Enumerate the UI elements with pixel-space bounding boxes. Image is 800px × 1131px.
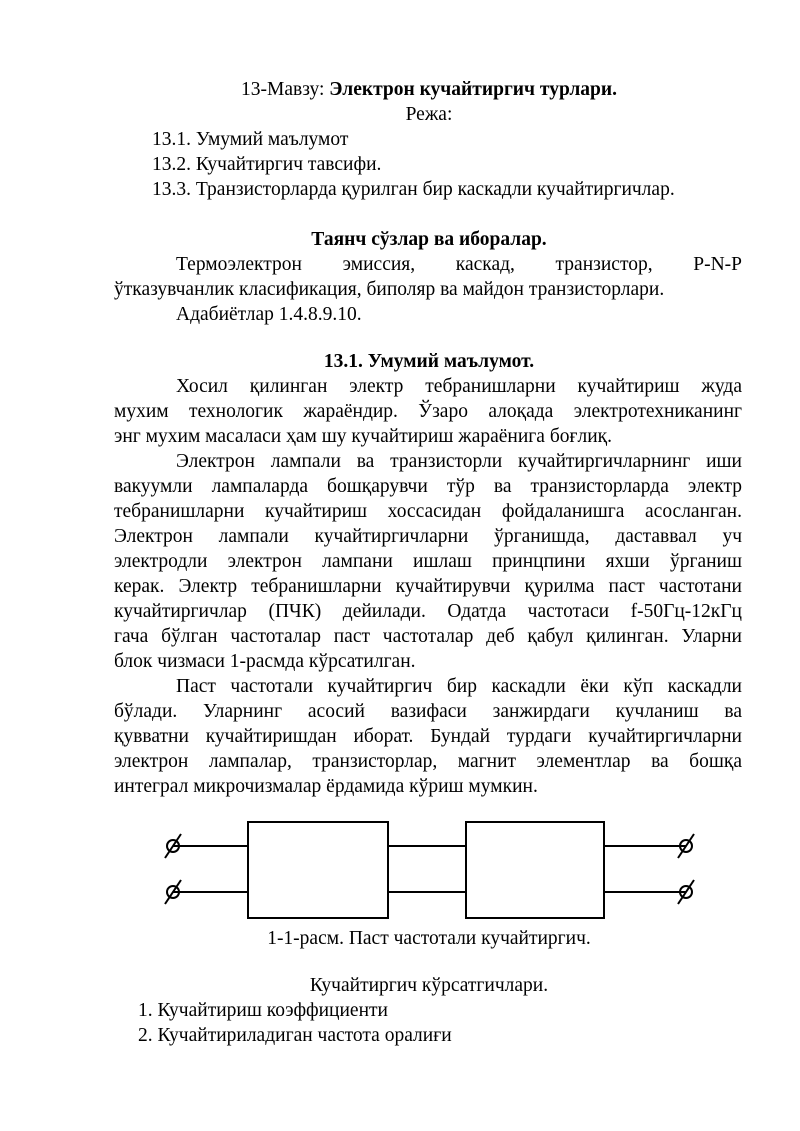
output-terminal-top [678,834,694,858]
amplifier-block-2 [466,822,604,918]
paragraph-line: кучайтиргичлар (ПЧК) дейилади. Одатда частотаси f-50Гц-12кГц [114,601,742,622]
paragraph-line: тебранишларни кучайтириш хоссасидан фойдаланишга асосланган. [114,501,742,522]
paragraph-line: қувватни кучайтиришдан иборат. Бундай турдаги кучайтиргичларни [114,726,742,747]
input-terminal-top [165,834,181,858]
paragraph-line: Электрон лампали ва транзисторли кучайтиргичларнинг иши [176,451,742,472]
amplifier-block-1 [248,822,388,918]
topic-title-prefix: 13-Мавзу: [241,79,330,100]
output-terminal-bottom [678,880,694,904]
topic-title-main: Электрон кучайтиргич турлари. [329,79,617,100]
list-item [138,1024,452,1048]
plan-item: 13.1. Умумий маълумот [152,129,349,150]
figure-caption: 1-1-расм. Паст частотали кучайтиргич. [267,928,591,949]
list-item-text: Кучайтириладиган частота оралиғи [157,1025,452,1046]
section-heading: 13.1. Умумий маълумот. [323,351,535,372]
paragraph-line: энг мухим масаласи ҳам шу кучайтириш жараёнига боғлиқ. [114,426,613,447]
paragraph-line: бўлади. Уларнинг асосий вазифаси занжирдаги кучланиш ва [114,701,742,722]
paragraph-line: Хосил қилинган электр тебранишларни кучайтириш жуда [176,376,742,397]
paragraph-line: интеграл микрочизмалар ёрдамида кўриш мумкин. [114,776,538,797]
keywords-heading: Таянч сўзлар ва иборалар. [311,229,547,250]
plan-item: 13.2. Кучайтиргич тавсифи. [152,154,382,175]
list-item-number: 1. [138,1000,153,1021]
plan-heading: Режа: [405,104,453,125]
list-item [138,999,388,1023]
paragraph-line: блок чизмаси 1-расмда кўрсатилган. [114,651,416,672]
paragraph-line: электродли электрон лампани ишлаш принцпини яхши ўрганиш [114,551,742,572]
paragraph-line: Электрон лампали кучайтиргичларни ўрганишда, даставвал уч [114,526,742,547]
plan-item: 13.3. Транзисторларда қурилган бир каскадли кучайтиргичлар. [152,179,675,200]
keywords-line: Термоэлектрон эмиссия, каскад, транзистор, P-N-P [176,254,742,275]
paragraph-line: вакуумли лампаларда бошқарувчи тўр ва транзисторларда электр [114,476,742,497]
keywords-line: ўтказувчанлик класификация, биполяр ва майдон транзисторлари. [114,279,665,300]
paragraph-line: мухим технологик жараёндир. Ўзаро алоқада электротехниканинг [114,401,742,422]
indicators-heading: Кучайтиргич кўрсатгичлари. [309,975,549,996]
paragraph-line: Паст частотали кучайтиргич бир каскадли ёки кўп каскадли [176,676,742,697]
literature-line: Адабиётлар 1.4.8.9.10. [176,304,362,325]
paragraph-line: керак. Электр тебранишларни кучайтирувчи қурилма паст частотани [114,576,742,597]
list-item-text: Кучайтириш коэффициенти [157,1000,388,1021]
paragraph-line: гача бўлган частоталар паст частоталар деб қабул қилинган. Уларни [114,626,742,647]
list-item-number: 2. [138,1025,153,1046]
input-terminal-bottom [165,880,181,904]
paragraph-line: электрон лампалар, транзисторлар, магнит элементлар ва бошқа [114,751,742,772]
